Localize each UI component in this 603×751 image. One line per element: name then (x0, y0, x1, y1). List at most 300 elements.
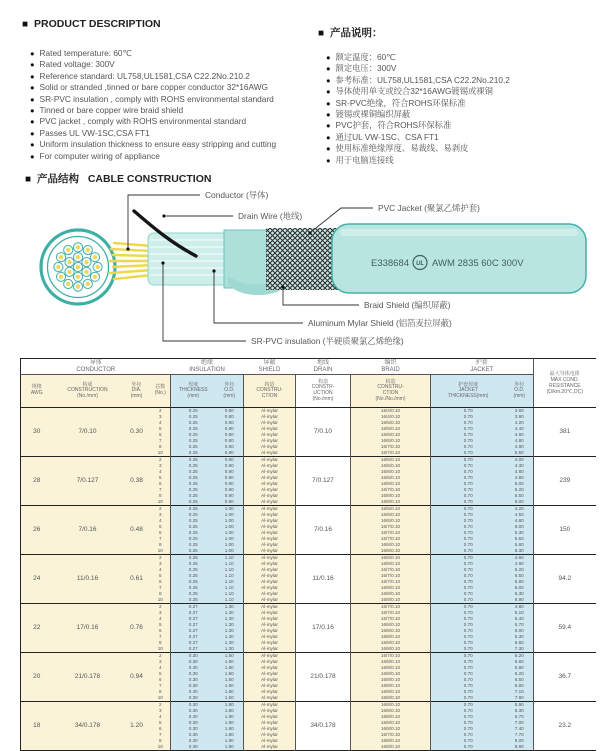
table-cell: 3 (151, 708, 171, 714)
table-cell: 0.70 (431, 450, 506, 457)
table-cell: 8 (151, 493, 171, 499)
table-cell: 26 (21, 506, 53, 555)
table-cell: 6 (151, 579, 171, 585)
table-cell: 0.70 (431, 524, 506, 530)
table-cell: 16/8/0.10 (351, 714, 431, 720)
table-cell: 0.70 (431, 420, 506, 426)
table-cell: 0.70 (431, 573, 506, 579)
table-cell: 0.30 (171, 720, 216, 726)
table-cell: 0.25 (171, 426, 216, 432)
table-cell: 0.90 (216, 475, 244, 481)
table-cell: 0.70 (431, 683, 506, 689)
cross-section-conductor-dot (59, 255, 63, 259)
bullet-icon: ● (326, 75, 331, 85)
list-item (326, 143, 510, 154)
cross-section-conductor-dot (86, 248, 90, 252)
table-cell: 5.20 (506, 567, 534, 573)
table-cell: 4.60 (506, 555, 534, 562)
table-cell: 1.80 (216, 708, 244, 714)
table-cell: 0.25 (171, 499, 216, 506)
table-cell: 5.80 (506, 579, 534, 585)
table-cell: 0.94 (123, 653, 151, 702)
table-cell: 5.90 (506, 702, 534, 709)
conductor-strands (110, 243, 152, 279)
table-cell: 16/7/0.10 (351, 450, 431, 457)
table-cell: 16/8/0.10 (351, 720, 431, 726)
table-cell: 0.70 (431, 444, 506, 450)
table-subheader-row (21, 375, 596, 408)
table-cell: 4.50 (506, 512, 534, 518)
table-cell: 8 (151, 738, 171, 744)
table-cell: Al-mylar (244, 499, 296, 506)
cross-section-conductor-dot (76, 265, 80, 269)
table-cell: 0.70 (431, 591, 506, 597)
table-cell: 1.10 (216, 567, 244, 573)
table-cell: 6.30 (506, 708, 534, 714)
table-cell: 34/0.178 (296, 702, 351, 751)
table-cell: 0.70 (431, 702, 506, 709)
table-cell: 7/0.127 (53, 457, 123, 506)
table-cell: 0.30 (171, 708, 216, 714)
table-cell: 16/7/0.10 (351, 579, 431, 585)
bullet-icon: ● (30, 60, 35, 70)
list-item-text: 额定温度：60℃ (335, 52, 396, 62)
bullet-icon: ● (326, 64, 331, 74)
bullet-icon: ● (30, 151, 35, 161)
list-item-text: Solid or stranded ,tinned or bare copper conductor 32*16AWG (39, 82, 268, 93)
table-cell: 4.60 (506, 469, 534, 475)
table-cell: 0.70 (431, 506, 506, 513)
cross-section-conductor-dot (66, 282, 70, 286)
table-cell: 5 (151, 524, 171, 530)
table-cell: 0.70 (431, 726, 506, 732)
table-cell: 24 (21, 555, 53, 604)
table-cell: 0.70 (431, 542, 506, 548)
table-cell: Al-mylar (244, 530, 296, 536)
table-cell: 0.70 (431, 438, 506, 444)
group-header-cell: 编织 BRAID (351, 359, 431, 375)
table-cell: 7/0.16 (53, 506, 123, 555)
cross-section-conductor-dot (84, 270, 88, 274)
table-cell: 5 (151, 720, 171, 726)
table-cell: 16/7/0.10 (351, 573, 431, 579)
table-cell: 1.00 (216, 536, 244, 542)
table-cell: 2 (151, 555, 171, 562)
table-cell: 0.70 (431, 732, 506, 738)
table-cell: 6.50 (506, 677, 534, 683)
table-cell: Al-mylar (244, 714, 296, 720)
table-cell: 1.80 (216, 738, 244, 744)
table-cell: 0.25 (171, 585, 216, 591)
table-cell: 1.50 (216, 665, 244, 671)
table-cell: Al-mylar (244, 475, 296, 481)
table-cell: 0.25 (171, 524, 216, 530)
table-cell: 0.38 (123, 457, 151, 506)
table-cell: 0.70 (431, 659, 506, 665)
table-cell: 0.70 (431, 408, 506, 415)
table-cell: 16/7/0.10 (351, 536, 431, 542)
table-cell: 1.10 (216, 573, 244, 579)
table-cell: 0.27 (171, 604, 216, 611)
table-cell: 0.70 (431, 530, 506, 536)
table-cell: 1.30 (216, 610, 244, 616)
table-cell: 5.80 (506, 542, 534, 548)
table-cell: 1.00 (216, 512, 244, 518)
table-cell: 16/6/0.10 (351, 518, 431, 524)
table-cell: 7 (151, 634, 171, 640)
table-cell: 0.90 (216, 457, 244, 464)
list-item-text: Rated voltage: 300V (39, 59, 115, 70)
table-cell: 0.70 (431, 677, 506, 683)
table-cell: 0.70 (431, 646, 506, 653)
list-item-text: Passes UL VW-1SC,CSA FT1 (39, 127, 150, 138)
table-cell: Al-mylar (244, 463, 296, 469)
column-header-cell: 外径 DIA. (mm) (123, 375, 151, 408)
table-cell: 0.25 (171, 579, 216, 585)
construction-title-en: CABLE CONSTRUCTION (87, 173, 212, 185)
table-cell: 1.50 (216, 677, 244, 683)
list-item (30, 151, 276, 162)
table-cell: 16/4/0.10 (351, 414, 431, 420)
table-cell: Al-mylar (244, 567, 296, 573)
bullet-icon: ● (326, 155, 331, 165)
table-cell: 4.20 (506, 506, 534, 513)
table-cell: Al-mylar (244, 457, 296, 464)
table-cell: Al-mylar (244, 542, 296, 548)
table-cell: 0.90 (216, 463, 244, 469)
table-cell: 16/6/0.10 (351, 512, 431, 518)
table-cell: Al-mylar (244, 432, 296, 438)
table-cell: 0.27 (171, 640, 216, 646)
table-cell: 5.30 (506, 530, 534, 536)
specification-table (20, 358, 596, 751)
table-cell: 6.30 (506, 634, 534, 640)
table-cell: 3 (151, 414, 171, 420)
table-cell: 1.80 (216, 720, 244, 726)
table-cell: 5.90 (506, 665, 534, 671)
table-cell: 16/7/0.10 (351, 567, 431, 573)
table-cell: 0.30 (171, 744, 216, 751)
table-cell: 0.70 (431, 548, 506, 555)
table-cell: 0.25 (171, 555, 216, 562)
table-cell: Al-mylar (244, 585, 296, 591)
table-cell: 22 (21, 604, 53, 653)
table-cell: 21/0.178 (53, 653, 123, 702)
table-body (21, 408, 596, 751)
table-cell: 30 (21, 408, 53, 457)
table-cell: 3 (151, 463, 171, 469)
table-cell: 0.80 (216, 444, 244, 450)
table-cell: 23.2 (534, 702, 596, 751)
table-cell: Al-mylar (244, 628, 296, 634)
table-cell: 5.10 (506, 610, 534, 616)
table-cell: 0.25 (171, 414, 216, 420)
table-cell: 0.70 (431, 610, 506, 616)
table-cell: Al-mylar (244, 695, 296, 702)
table-cell: 7/0.10 (53, 408, 123, 457)
table-cell: 5.00 (506, 481, 534, 487)
table-cell: 16/8/0.10 (351, 659, 431, 665)
list-item (30, 82, 276, 93)
table-cell: 8 (151, 542, 171, 548)
table-cell: 0.70 (431, 634, 506, 640)
table-cell: 0.90 (216, 499, 244, 506)
table-cell: 6 (151, 726, 171, 732)
table-cell: 16/8/0.10 (351, 542, 431, 548)
table-head (21, 359, 596, 408)
table-cell: 94.2 (534, 555, 596, 604)
list-item (30, 105, 276, 116)
table-cell: 5 (151, 671, 171, 677)
table-cell: 2 (151, 702, 171, 709)
table-cell: 0.25 (171, 450, 216, 457)
list-item-text: Rated temperature: 60℃ (39, 48, 132, 58)
table-cell: 0.25 (171, 463, 216, 469)
table-cell: 0.80 (216, 420, 244, 426)
table-cell: 7/0.127 (296, 457, 351, 506)
column-header-cell: 护套厚度 JACKET THICKNESS(mm) (431, 375, 506, 408)
column-header-cell: 构成 CONSTRUCTION (No./mm) (53, 375, 123, 408)
table-cell: Al-mylar (244, 438, 296, 444)
table-cell: 0.30 (171, 677, 216, 683)
table-cell: Al-mylar (244, 659, 296, 665)
table-cell: 7.90 (506, 695, 534, 702)
table-cell: Al-mylar (244, 665, 296, 671)
table-cell: 16/8/0.10 (351, 548, 431, 555)
table-cell: 0.25 (171, 597, 216, 604)
cross-section-conductor-dot (59, 275, 63, 279)
bullet-icon: ● (30, 94, 35, 104)
table-cell: Al-mylar (244, 481, 296, 487)
table-cell: Al-mylar (244, 683, 296, 689)
table-cell: Al-mylar (244, 426, 296, 432)
table-cell: Al-mylar (244, 561, 296, 567)
table-cell: 10 (151, 646, 171, 653)
table-cell: 16/7/0.10 (351, 653, 431, 660)
table-cell: Al-mylar (244, 720, 296, 726)
table-cell: 6.20 (506, 671, 534, 677)
table-cell: 0.25 (171, 457, 216, 464)
resistance-header-cell: 最大导体电阻 MAX COND. RESISTANCE (Ω/km,20℃,DC) (534, 359, 596, 408)
table-cell: 6.30 (506, 548, 534, 555)
table-cell: 1.50 (216, 671, 244, 677)
label-pvc-jacket: PVC Jacket (聚氯乙烯护套) (378, 203, 480, 213)
table-cell: 4 (151, 616, 171, 622)
table-cell: 0.30 (171, 738, 216, 744)
list-item-text: For computer wiring of appliance (39, 150, 160, 161)
square-bullet-icon: ■ (318, 28, 325, 39)
table-cell: Al-mylar (244, 708, 296, 714)
table-cell: 5.20 (506, 487, 534, 493)
table-cell: 8.90 (506, 744, 534, 751)
list-item-text: 额定电压：300V (335, 63, 397, 74)
table-cell: 16/8/0.10 (351, 695, 431, 702)
bullet-icon: ● (326, 144, 331, 154)
column-header-cell: 构造 CONSTRU- CTION (No./No./mm) (351, 375, 431, 408)
table-cell: 4 (151, 714, 171, 720)
table-cell: 16/7/0.10 (351, 524, 431, 530)
table-cell: 0.30 (171, 695, 216, 702)
table-cell: 0.30 (171, 659, 216, 665)
table-cell: 7.70 (506, 732, 534, 738)
table-cell: 16/7/0.10 (351, 530, 431, 536)
table-cell: Al-mylar (244, 506, 296, 513)
table-cell: 0.27 (171, 622, 216, 628)
table-cell: 16/5/0.10 (351, 506, 431, 513)
table-cell: 0.70 (431, 628, 506, 634)
list-item-text: Uniform insulation thickness to ensure easy stripping and cutting (39, 139, 277, 150)
table-cell: 1.30 (216, 604, 244, 611)
list-item (326, 98, 510, 109)
bullet-icon: ● (326, 98, 331, 108)
table-cell: 1.30 (216, 640, 244, 646)
table-cell: 0.25 (171, 469, 216, 475)
table-cell: 16/8/0.10 (351, 683, 431, 689)
cable-print-left: E338684 (371, 258, 410, 269)
table-cell: 0.25 (171, 512, 216, 518)
table-cell: Al-mylar (244, 420, 296, 426)
table-cell: 0.70 (431, 604, 506, 611)
table-cell: 16/8/0.10 (351, 640, 431, 646)
table-cell: 16/6/0.10 (351, 438, 431, 444)
table-cell: 7.00 (506, 720, 534, 726)
table-cell: 16/5/0.10 (351, 426, 431, 432)
table-cell: 28 (21, 457, 53, 506)
table-cell: 36.7 (534, 653, 596, 702)
table-cell: 0.25 (171, 432, 216, 438)
list-item (30, 128, 276, 139)
table-cell: 3 (151, 561, 171, 567)
group-header-cell: 护套 JACKET (431, 359, 534, 375)
table-cell: Al-mylar (244, 414, 296, 420)
table-cell: 0.25 (171, 475, 216, 481)
table-cell: 6.80 (506, 683, 534, 689)
table-cell: 1.50 (216, 689, 244, 695)
table-cell: 0.27 (171, 634, 216, 640)
list-item (30, 48, 276, 59)
table-cell: 0.30 (171, 726, 216, 732)
table-cell: 6.30 (506, 591, 534, 597)
table-cell: 0.25 (171, 487, 216, 493)
table-cell: Al-mylar (244, 732, 296, 738)
cable-side-view (110, 211, 586, 295)
table-cell: 0.30 (171, 671, 216, 677)
table-cell: 7.30 (506, 646, 534, 653)
table-cell: 16/8/0.10 (351, 493, 431, 499)
table-cell: 0.70 (431, 695, 506, 702)
table-cell: 1.30 (216, 646, 244, 653)
table-cell: 0.80 (216, 426, 244, 432)
list-item-text: Tinned or bare copper wire braid shield (39, 105, 184, 116)
table-cell: 3 (151, 659, 171, 665)
table-cell: Al-mylar (244, 536, 296, 542)
column-header-cell: 构造 CONSTRU- CTION (244, 375, 296, 408)
ul-mark-text: UL (416, 261, 424, 267)
group-header-cell: 导体 CONDUCTOR (21, 359, 171, 375)
table-cell: 0.30 (171, 653, 216, 660)
table-cell: 0.70 (431, 744, 506, 751)
list-item (326, 109, 510, 120)
table-cell: 0.25 (171, 567, 216, 573)
table-cell: 1.80 (216, 744, 244, 751)
table-cell: 0.25 (171, 408, 216, 415)
table-cell: 0.70 (431, 689, 506, 695)
table-cell: 5.20 (506, 653, 534, 660)
table-cell: 16/8/0.10 (351, 646, 431, 653)
table-cell: 4 (151, 469, 171, 475)
list-item-text: SR-PVC绝缘，符合ROHS环保标准 (335, 97, 466, 108)
table-cell: Al-mylar (244, 408, 296, 415)
table-cell: 4.90 (506, 444, 534, 450)
table-cell: 6.90 (506, 597, 534, 604)
table-cell: 7 (151, 585, 171, 591)
table-cell: 17/0.16 (296, 604, 351, 653)
table-cell: 16/5/0.10 (351, 463, 431, 469)
table-cell: 0.90 (216, 487, 244, 493)
product-description-cn-title-text: 产品说明： (330, 27, 383, 39)
table-cell: 16/8/0.10 (351, 744, 431, 751)
list-item-text: 参考标准：UL758,UL1581,CSA C22.2No.210.2 (335, 74, 510, 85)
table-cell: Al-mylar (244, 597, 296, 604)
table-cell: 0.70 (431, 597, 506, 604)
table-cell: 16/5/0.10 (351, 420, 431, 426)
table-cell: 7.40 (506, 726, 534, 732)
table-cell: Al-mylar (244, 610, 296, 616)
table-cell: 5 (151, 622, 171, 628)
table-cell: 0.25 (171, 548, 216, 555)
list-item (30, 94, 276, 105)
table-cell: 1.10 (216, 585, 244, 591)
label-drain-wire: Drain Wire (地线) (238, 211, 303, 221)
table-cell: 1.00 (216, 506, 244, 513)
table-cell: 4.90 (506, 561, 534, 567)
table-cell: 0.80 (216, 414, 244, 420)
table-cell: 3.60 (506, 408, 534, 415)
table-cell: Al-mylar (244, 573, 296, 579)
table-cell: 16/8/0.10 (351, 708, 431, 714)
table-cell: 20 (21, 653, 53, 702)
product-description-title-text: PRODUCT DESCRIPTION (34, 18, 161, 30)
bullet-icon: ● (326, 53, 331, 62)
cross-section-conductor-dot (93, 275, 97, 279)
table-cell: Al-mylar (244, 579, 296, 585)
table-cell: 16/8/0.10 (351, 665, 431, 671)
table-cell: 16/8/0.10 (351, 591, 431, 597)
table-cell: Al-mylar (244, 518, 296, 524)
table-cell: 4.80 (506, 518, 534, 524)
table-cell: 6 (151, 481, 171, 487)
table-cell: 5.50 (506, 573, 534, 579)
table-cell: 7 (151, 536, 171, 542)
table-cell: 0.30 (171, 702, 216, 709)
table-cell: Al-mylar (244, 548, 296, 555)
table-cell: 0.25 (171, 536, 216, 542)
cross-section-conductor-dot (66, 248, 70, 252)
bullet-icon: ● (326, 121, 331, 131)
table-cell: 16/8/0.10 (351, 726, 431, 732)
table-cell: 7 (151, 487, 171, 493)
table-cell: 4.20 (506, 420, 534, 426)
table-cell: 16/8/0.10 (351, 622, 431, 628)
table-cell: 0.70 (431, 671, 506, 677)
table-cell: 0.70 (431, 567, 506, 573)
table-cell: 16/8/0.10 (351, 738, 431, 744)
table-cell: 1.10 (216, 591, 244, 597)
table-cell: 0.70 (431, 463, 506, 469)
table-cell: 4.60 (506, 432, 534, 438)
list-item (30, 139, 276, 150)
table-cell: Al-mylar (244, 653, 296, 660)
